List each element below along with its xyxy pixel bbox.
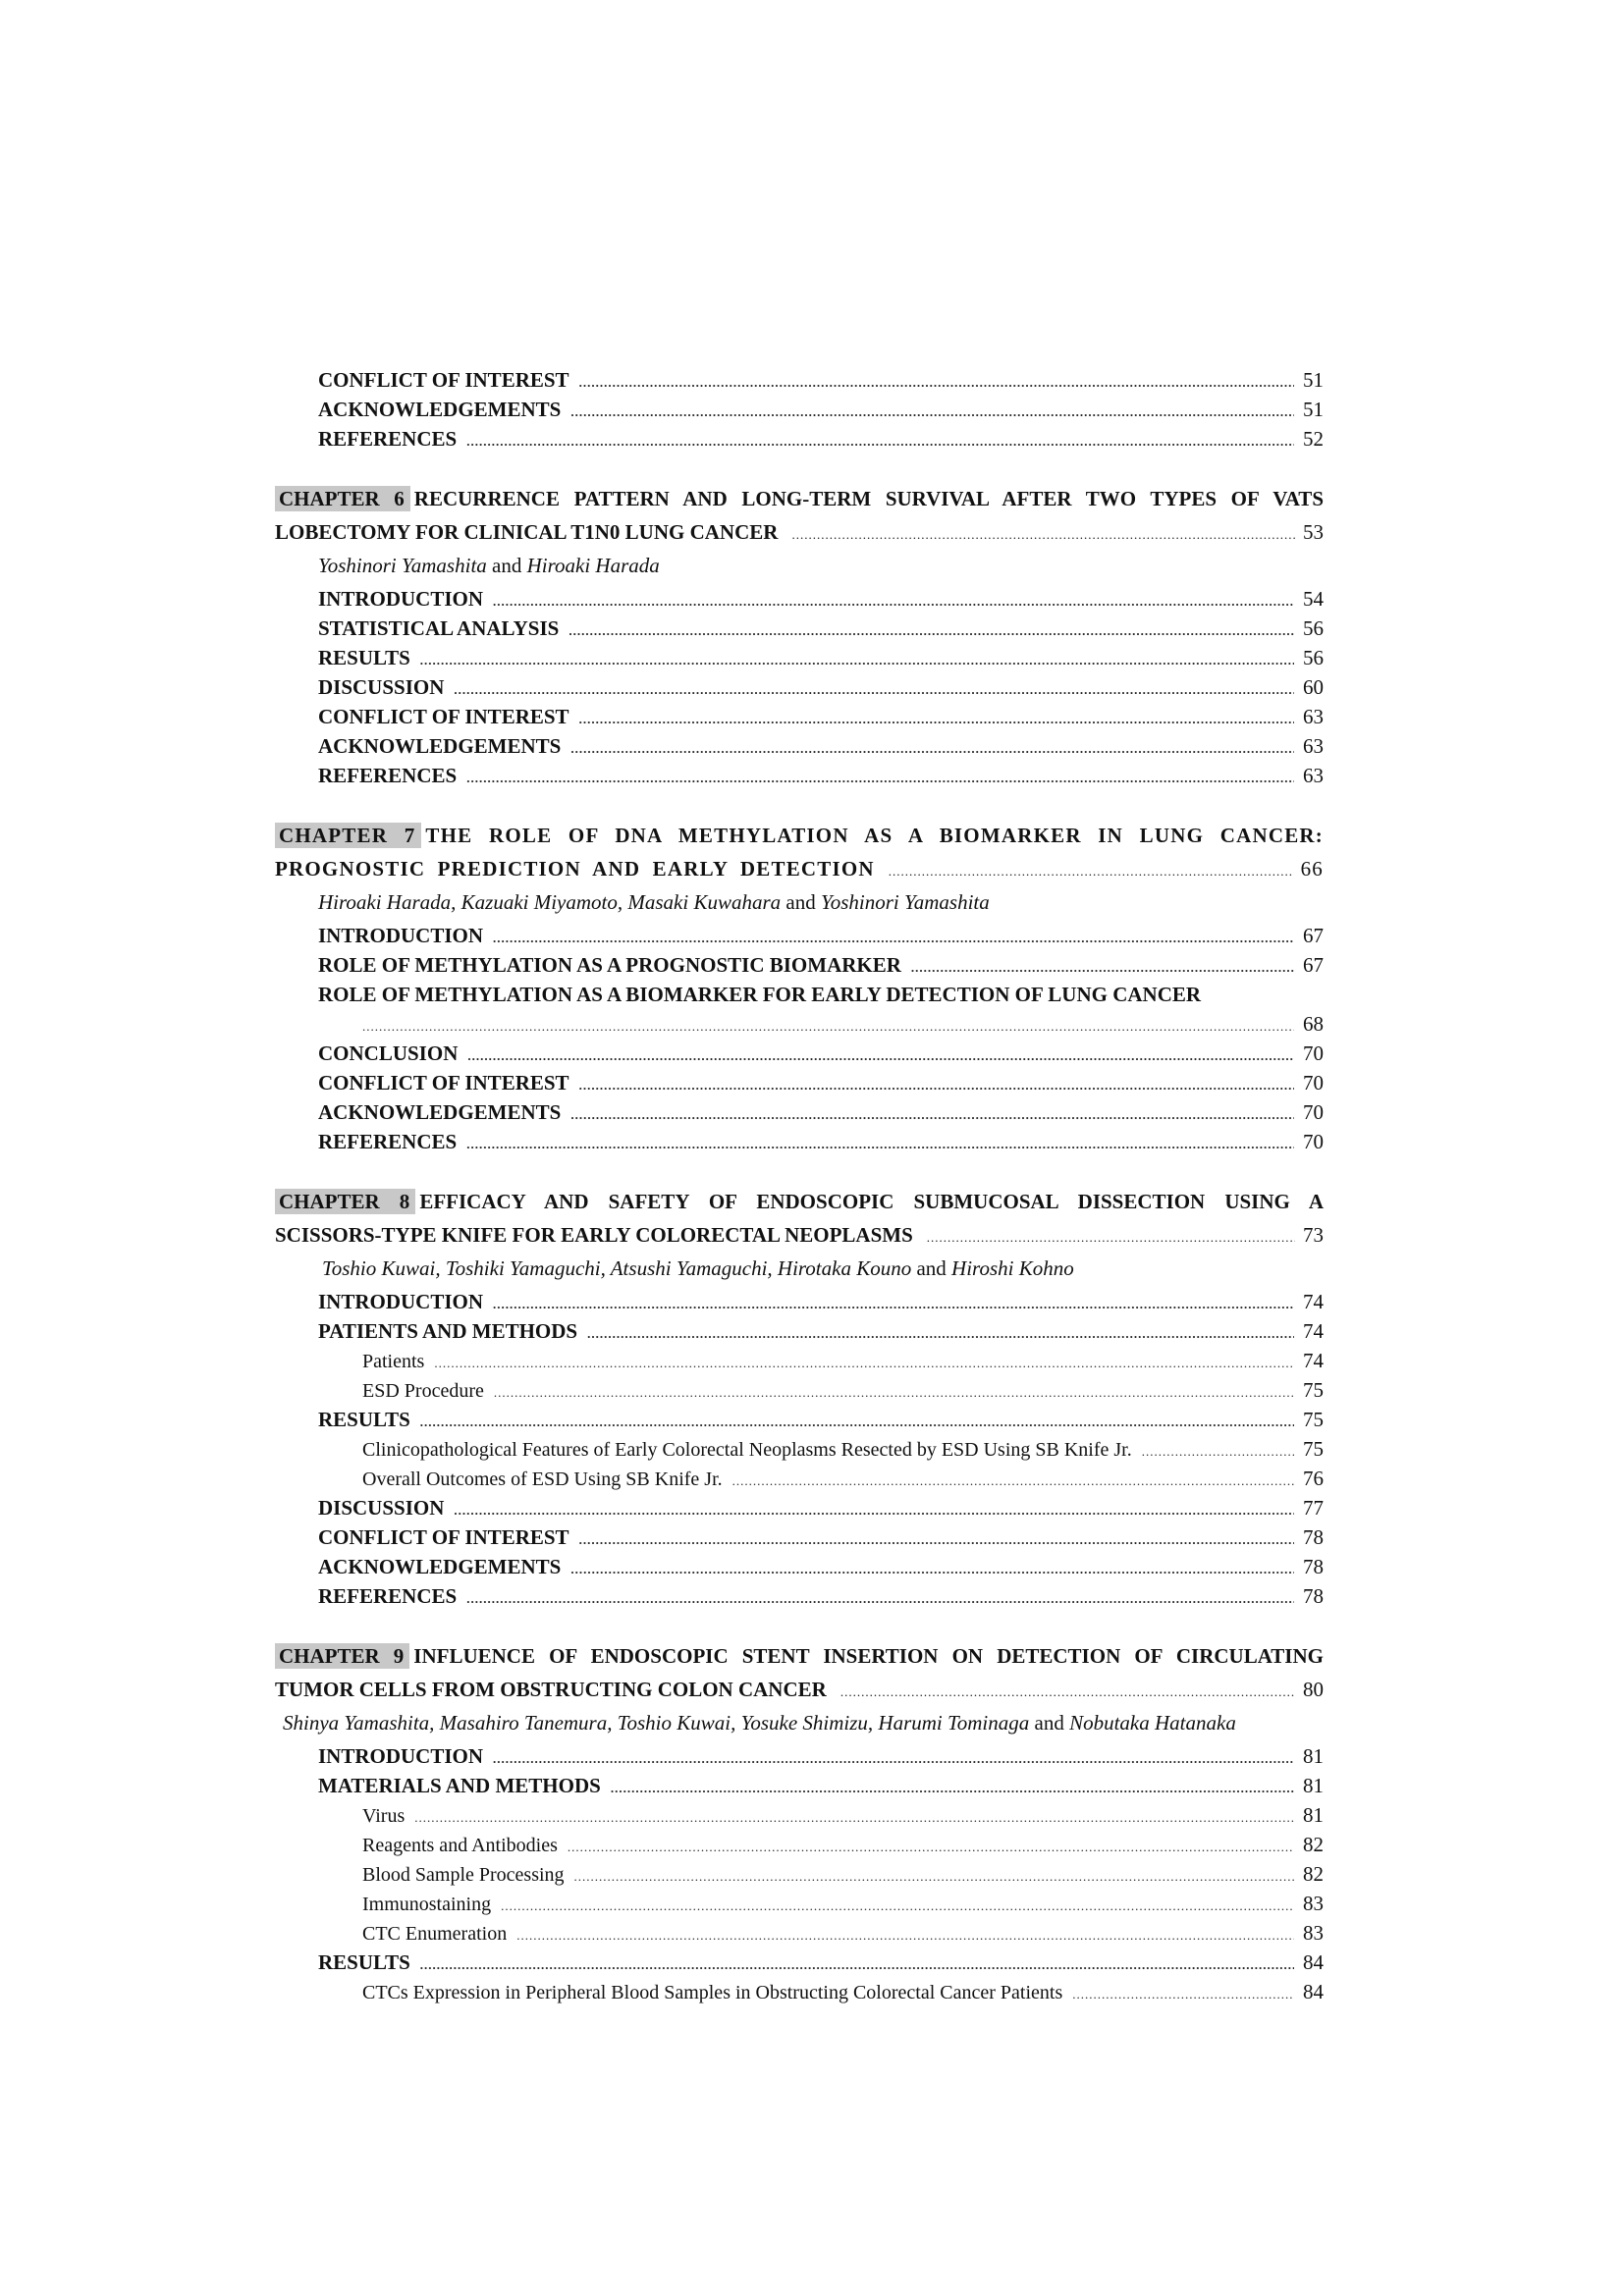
toc-entry-label: REFERENCES — [318, 427, 458, 451]
author: Nobutaka Hatanaka — [1069, 1711, 1236, 1735]
toc-entry[interactable] — [275, 950, 1324, 980]
toc-entry[interactable] — [275, 1405, 1324, 1434]
dot-leader — [420, 646, 1294, 675]
toc-page-number: 77 — [1303, 1496, 1324, 1520]
chapter-tag: CHAPTER 6 — [275, 486, 410, 511]
toc-page-number: 78 — [1303, 1525, 1324, 1549]
dot-leader — [1072, 1980, 1294, 2009]
author: Hiroaki Harada — [526, 554, 660, 577]
toc-entry[interactable] — [275, 1039, 1324, 1068]
dot-leader — [579, 705, 1294, 734]
toc-subentry[interactable] — [275, 1830, 1324, 1859]
chapter-tag: CHAPTER 7 — [275, 823, 421, 848]
toc-entry[interactable] — [275, 1493, 1324, 1522]
chapter-title-text: TUMOR CELLS FROM OBSTRUCTING COLON CANCER — [275, 1678, 827, 1701]
toc-entry-label: CONCLUSION — [318, 1041, 459, 1065]
toc-entry-label: REFERENCES — [318, 1584, 458, 1608]
author-conjunction: and — [1034, 1711, 1064, 1735]
toc-entry[interactable] — [275, 1581, 1324, 1611]
toc-subentry[interactable] — [275, 1346, 1324, 1375]
dot-leader — [568, 1833, 1294, 1862]
dot-leader — [420, 1950, 1294, 1980]
toc-entry[interactable] — [275, 365, 1324, 395]
author: Toshio Kuwai, — [617, 1711, 736, 1735]
toc-entry-label: ACKNOWLEDGEMENTS — [318, 398, 562, 421]
toc-entry-label: RESULTS — [318, 1950, 410, 1974]
toc-entry-label: Virus — [362, 1805, 406, 1827]
dot-leader — [493, 1744, 1294, 1774]
toc-entry[interactable] — [275, 643, 1324, 672]
chapter-title-text: THE ROLE OF DNA METHYLATION AS A BIOMARKER IN LUNG CANCER: — [425, 824, 1324, 847]
toc-page-number: 84 — [1303, 1980, 1324, 2003]
toc-page-number: 56 — [1303, 616, 1324, 640]
dot-leader — [501, 1892, 1294, 1921]
toc-entry-label: STATISTICAL ANALYSIS — [318, 616, 560, 640]
chapter-title-line1[interactable] — [275, 820, 1324, 852]
dot-leader — [579, 1525, 1294, 1555]
chapter-title-line2[interactable] — [275, 1218, 1324, 1252]
author: Kazuaki Miyamoto, — [460, 890, 623, 914]
toc-page-number: 54 — [1303, 587, 1324, 611]
toc-entry-label: Immunostaining — [362, 1894, 492, 1915]
toc-page-number: 56 — [1303, 646, 1324, 669]
toc-page-number: 74 — [1303, 1319, 1324, 1343]
dot-leader — [579, 1071, 1294, 1100]
toc-page-number: 60 — [1303, 675, 1324, 699]
dot-leader — [466, 427, 1294, 456]
dot-leader — [362, 1012, 1294, 1041]
dot-leader — [611, 1774, 1294, 1803]
toc-entry-label: CTCs Expression in Peripheral Blood Samples in Obstructing Colorectal Cancer Patients — [362, 1982, 1063, 2003]
chapter-title-line2[interactable] — [275, 852, 1324, 885]
dot-leader — [587, 1319, 1294, 1349]
author-conjunction: and — [785, 890, 816, 914]
toc-entry[interactable] — [275, 980, 1324, 1009]
toc-entry[interactable] — [275, 424, 1324, 454]
dot-leader — [1142, 1437, 1294, 1467]
toc-page-number: 70 — [1303, 1130, 1324, 1153]
toc-page-number: 83 — [1303, 1892, 1324, 1915]
toc-page-number: 81 — [1303, 1774, 1324, 1797]
author: Yoshinori Yamashita — [318, 554, 487, 577]
toc-page-number: 80 — [1303, 1678, 1324, 1701]
chapter-title-text: EFFICACY AND SAFETY OF ENDOSCOPIC SUBMUCOSAL DISSECTION USING A — [419, 1190, 1324, 1213]
toc-entry-label: REFERENCES — [318, 1130, 458, 1153]
toc-entry[interactable] — [275, 1068, 1324, 1097]
author: Shinya Yamashita, — [283, 1711, 435, 1735]
toc-entry[interactable] — [275, 1741, 1324, 1771]
chapter-8-block — [275, 1186, 1324, 1611]
dot-leader — [927, 1221, 1295, 1255]
dot-leader — [574, 1862, 1294, 1892]
chapter-title-text: RECURRENCE PATTERN AND LONG-TERM SURVIVAL AFTER TWO TYPES OF VATS — [413, 487, 1324, 510]
author: Yosuke Shimizu, — [740, 1711, 874, 1735]
toc-entry-label: CONFLICT OF INTEREST — [318, 368, 569, 392]
chapter-title-text: LOBECTOMY FOR CLINICAL T1N0 LUNG CANCER — [275, 520, 779, 544]
dot-leader — [420, 1408, 1294, 1437]
toc-entry[interactable] — [275, 1127, 1324, 1156]
toc-entry[interactable] — [275, 614, 1324, 643]
toc-entry-label: Clinicopathological Features of Early Colorectal Neoplasms Resected by ESD Using SB Knife Jr. — [362, 1439, 1132, 1461]
toc-page-number: 63 — [1303, 705, 1324, 728]
toc-page-number: 53 — [1303, 520, 1324, 544]
chapter-authors — [275, 549, 1324, 584]
toc-page-number: 74 — [1303, 1290, 1324, 1313]
toc-entry-label: INTRODUCTION — [318, 924, 484, 947]
toc-entry[interactable] — [275, 1287, 1324, 1316]
toc-entry-label: Overall Outcomes of ESD Using SB Knife Jr. — [362, 1468, 723, 1490]
table-of-contents — [275, 365, 1324, 2006]
chapter-title-line1[interactable] — [275, 1640, 1324, 1673]
author: Hiroshi Kohno — [951, 1256, 1074, 1280]
toc-entry-label: INTRODUCTION — [318, 1290, 484, 1313]
toc-subentry[interactable] — [275, 1464, 1324, 1493]
author: Yoshinori Yamashita — [820, 890, 990, 914]
toc-page-number: 81 — [1303, 1744, 1324, 1768]
dot-leader — [494, 1378, 1294, 1408]
author: Masaki Kuwahara — [627, 890, 782, 914]
toc-page-number: 75 — [1303, 1408, 1324, 1431]
toc-page-number: 75 — [1303, 1437, 1324, 1461]
chapter-authors — [275, 1252, 1324, 1287]
toc-entry[interactable] — [275, 672, 1324, 702]
toc-page-number: 82 — [1303, 1862, 1324, 1886]
chapter-tag: CHAPTER 8 — [275, 1189, 415, 1214]
toc-entry[interactable] — [275, 395, 1324, 424]
author-conjunction: and — [916, 1256, 947, 1280]
toc-subentry[interactable] — [275, 1434, 1324, 1464]
toc-page-number: 52 — [1303, 427, 1324, 451]
author: Toshio Kuwai, — [322, 1256, 441, 1280]
chapter-title-text: INFLUENCE OF ENDOSCOPIC STENT INSERTION ON DETECTION OF CIRCULATING — [413, 1644, 1324, 1668]
toc-subentry[interactable] — [275, 1800, 1324, 1830]
toc-entry-continuation[interactable] — [275, 1009, 1324, 1039]
toc-page-number: 67 — [1303, 953, 1324, 977]
dot-leader — [579, 368, 1294, 398]
toc-entry[interactable] — [275, 1097, 1324, 1127]
toc-page-number: 78 — [1303, 1555, 1324, 1578]
chapter-7-block — [275, 820, 1324, 1156]
toc-entry[interactable] — [275, 731, 1324, 761]
toc-entry[interactable] — [275, 1948, 1324, 1977]
dot-leader — [791, 518, 1295, 552]
toc-entry-label: Reagents and Antibodies — [362, 1835, 558, 1856]
toc-entry-label: ROLE OF METHYLATION AS A BIOMARKER FOR EARLY DETECTION OF LUNG CANCER — [318, 983, 1202, 1006]
toc-entry-label: RESULTS — [318, 1408, 410, 1431]
toc-entry-label: ACKNOWLEDGEMENTS — [318, 1555, 562, 1578]
toc-page-number: 70 — [1303, 1071, 1324, 1095]
author: Hirotaka Kouno — [777, 1256, 912, 1280]
toc-page-number: 63 — [1303, 764, 1324, 787]
toc-page-number: 51 — [1303, 368, 1324, 392]
toc-page-number: 51 — [1303, 398, 1324, 421]
chapter-title-text: SCISSORS-TYPE KNIFE FOR EARLY COLORECTAL NEOPLASMS — [275, 1223, 913, 1247]
dot-leader — [570, 398, 1294, 427]
dot-leader — [516, 1921, 1294, 1950]
dot-leader — [570, 1100, 1294, 1130]
toc-entry[interactable] — [275, 584, 1324, 614]
dot-leader — [493, 587, 1294, 616]
chapter-authors — [275, 885, 1324, 921]
toc-entry[interactable] — [275, 1316, 1324, 1346]
toc-entry-label: INTRODUCTION — [318, 587, 484, 611]
author: Masahiro Tanemura, — [439, 1711, 613, 1735]
dot-leader — [493, 924, 1294, 953]
toc-page-number: 66 — [1300, 857, 1324, 881]
toc-entry-label: PATIENTS AND METHODS — [318, 1319, 578, 1343]
toc-entry-label: ROLE OF METHYLATION AS A PROGNOSTIC BIOMARKER — [318, 953, 901, 977]
toc-entry[interactable] — [275, 761, 1324, 790]
toc-entry-label: ESD Procedure — [362, 1380, 484, 1402]
author: Toshiki Yamaguchi, — [445, 1256, 606, 1280]
chapter-title-line2[interactable] — [275, 515, 1324, 549]
dot-leader — [434, 1349, 1294, 1378]
author: Atsushi Yamaguchi, — [610, 1256, 773, 1280]
toc-page-number: 67 — [1303, 924, 1324, 947]
toc-entry-label: CONFLICT OF INTEREST — [318, 1525, 569, 1549]
dot-leader — [467, 1041, 1294, 1071]
toc-page-number: 74 — [1303, 1349, 1324, 1372]
toc-entry-label: ACKNOWLEDGEMENTS — [318, 734, 562, 758]
toc-page-number: 63 — [1303, 734, 1324, 758]
dot-leader — [454, 1496, 1294, 1525]
toc-page-number: 84 — [1303, 1950, 1324, 1974]
chapter-authors — [275, 1706, 1324, 1741]
toc-entry-label: ACKNOWLEDGEMENTS — [318, 1100, 562, 1124]
toc-entry[interactable] — [275, 1522, 1324, 1552]
toc-page-number: 78 — [1303, 1584, 1324, 1608]
toc-entry-label: DISCUSSION — [318, 675, 445, 699]
dot-leader — [889, 855, 1293, 888]
dot-leader — [911, 953, 1294, 983]
dot-leader — [570, 734, 1294, 764]
toc-entry-label: INTRODUCTION — [318, 1744, 484, 1768]
toc-entry[interactable] — [275, 1552, 1324, 1581]
toc-page-number: 83 — [1303, 1921, 1324, 1945]
toc-entry-label: CONFLICT OF INTEREST — [318, 705, 569, 728]
toc-entry[interactable] — [275, 1771, 1324, 1800]
toc-page-number: 76 — [1303, 1467, 1324, 1490]
author: Hiroaki Harada, — [318, 890, 457, 914]
author-conjunction: and — [492, 554, 522, 577]
chapter-title-line1[interactable] — [275, 1186, 1324, 1218]
dot-leader — [466, 1584, 1294, 1614]
toc-entry-label: Patients — [362, 1351, 425, 1372]
toc-page-number: 70 — [1303, 1041, 1324, 1065]
dot-leader — [732, 1467, 1294, 1496]
chapter-tag: CHAPTER 9 — [275, 1643, 409, 1669]
toc-subentry[interactable] — [275, 1977, 1324, 2006]
toc-page-number: 82 — [1303, 1833, 1324, 1856]
toc-page-number: 75 — [1303, 1378, 1324, 1402]
toc-subentry[interactable] — [275, 1859, 1324, 1889]
toc-entry-label: RESULTS — [318, 646, 410, 669]
toc-entry[interactable] — [275, 702, 1324, 731]
chapter-title-line1[interactable] — [275, 483, 1324, 515]
toc-entry-label: MATERIALS AND METHODS — [318, 1774, 601, 1797]
toc-entry-label: REFERENCES — [318, 764, 458, 787]
toc-entry-label: CONFLICT OF INTEREST — [318, 1071, 569, 1095]
dot-leader — [454, 675, 1294, 705]
dot-leader — [493, 1290, 1294, 1319]
chapter-title-text: PROGNOSTIC PREDICTION AND EARLY DETECTION — [275, 857, 875, 881]
dot-leader — [466, 1130, 1294, 1159]
dot-leader — [414, 1803, 1294, 1833]
toc-entry-label: Blood Sample Processing — [362, 1864, 565, 1886]
chapter-9-block — [275, 1640, 1324, 2006]
dot-leader — [568, 616, 1294, 646]
dot-leader — [570, 1555, 1294, 1584]
toc-page-number: 81 — [1303, 1803, 1324, 1827]
toc-entry-label: CTC Enumeration — [362, 1923, 508, 1945]
toc-subentry[interactable] — [275, 1375, 1324, 1405]
toc-page-number: 73 — [1303, 1223, 1324, 1247]
dot-leader — [840, 1676, 1295, 1709]
toc-entry[interactable] — [275, 921, 1324, 950]
chapter-title-line2[interactable] — [275, 1673, 1324, 1706]
toc-subentry[interactable] — [275, 1918, 1324, 1948]
author: Harumi Tominaga — [878, 1711, 1030, 1735]
toc-subentry[interactable] — [275, 1889, 1324, 1918]
toc-page-number: 70 — [1303, 1100, 1324, 1124]
chapter-6-block — [275, 483, 1324, 790]
dot-leader — [466, 764, 1294, 793]
toc-entry-label: DISCUSSION — [318, 1496, 445, 1520]
toc-page-number: 68 — [1303, 1012, 1324, 1036]
